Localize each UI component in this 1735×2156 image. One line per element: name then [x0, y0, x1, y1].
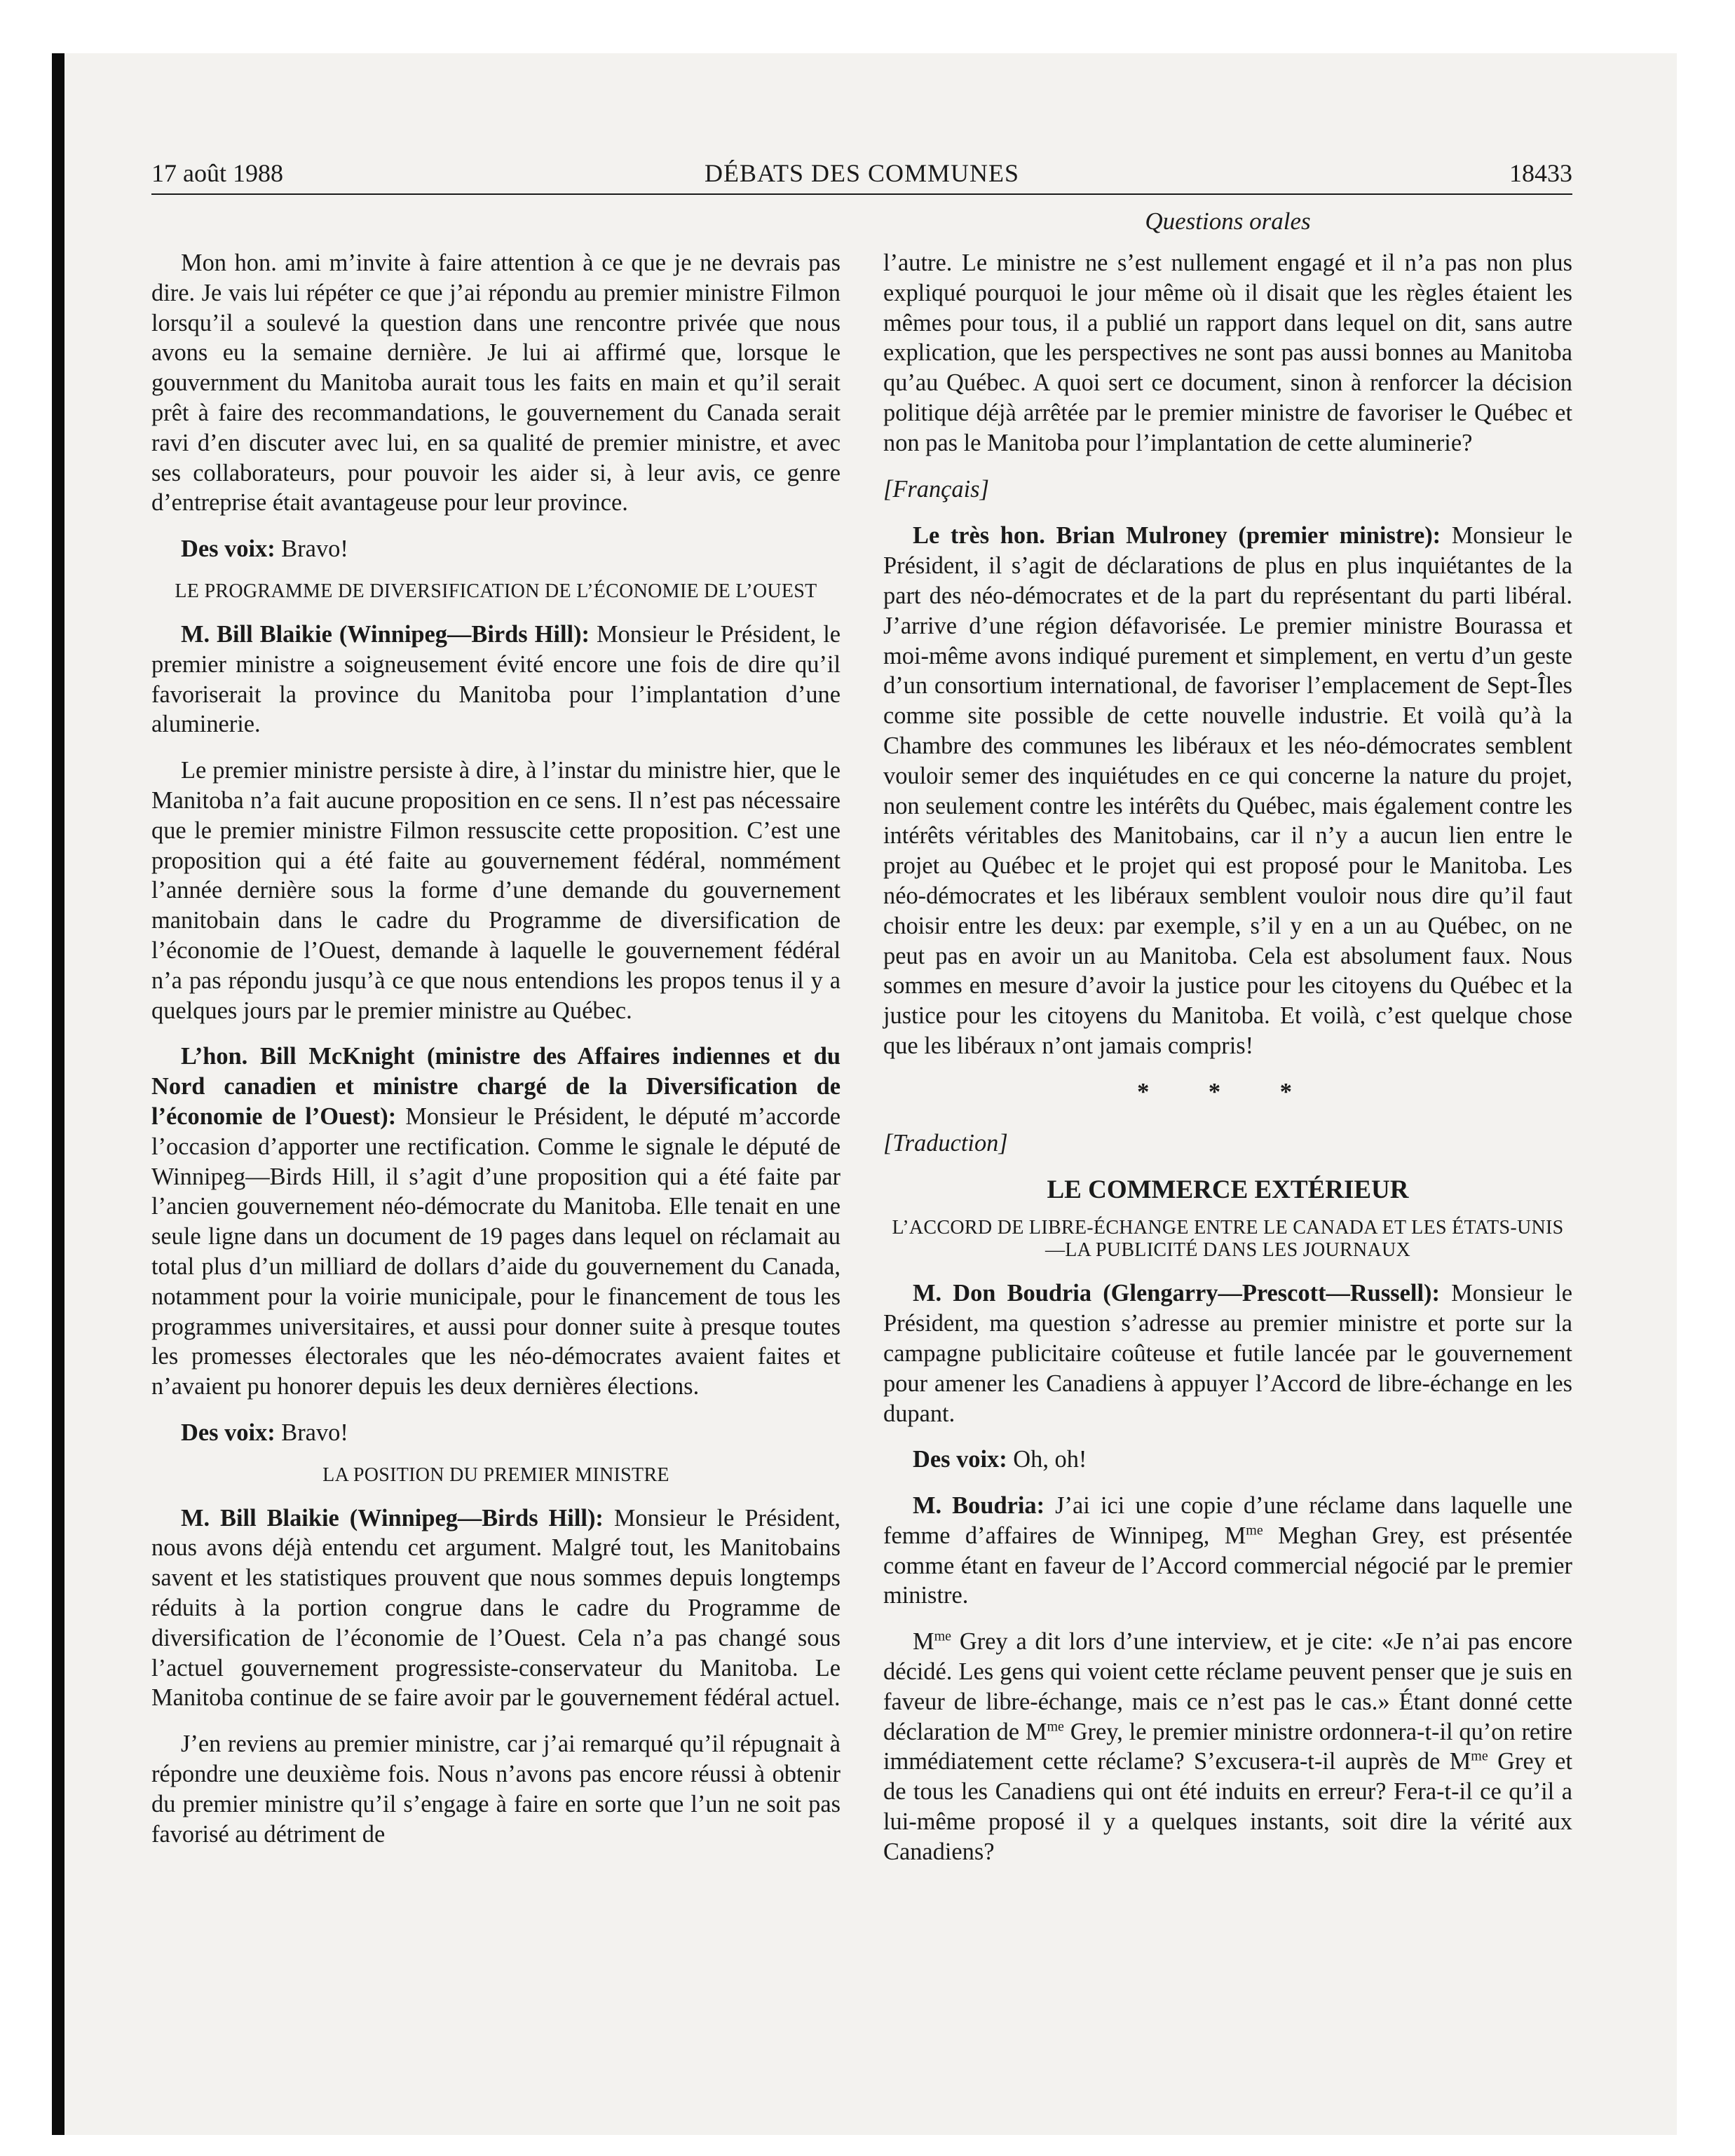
speech-text: Meghan Grey, est présentée comme étant en faveur de l’Accord commercial négocié par le premier ministre. — [883, 1522, 1572, 1609]
section-separator: * * * — [1137, 1078, 1319, 1105]
speaker-name: Le très hon. Brian Mulroney (premier ministre): — [913, 522, 1441, 550]
speaker-name: M. Bill Blaikie (Winnipeg—Birds Hill): — [181, 620, 590, 648]
paragraph — [883, 1627, 1572, 1867]
running-section-title: Questions orales — [1145, 207, 1311, 235]
speech — [883, 521, 1572, 1060]
speech-text: Bravo! — [275, 1419, 348, 1446]
speaker-name: L’hon. Bill McKnight (ministre des Affaires indiennes et du Nord canadien et ministre chargé de la Diversification de l’économie de l’Ouest): — [151, 1043, 841, 1130]
language-marker: [Français] — [883, 475, 989, 503]
speech-text: Grey a dit lors d’une interview, et je cite: «Je n’ai pas encore décidé. Les gens qui voient cette réclame peuvent penser que je suis en faveur de libre-échange, mais ce n’est pas le cas.» Étant donné cette déclaration de M — [883, 1628, 1572, 1745]
speech-text: Monsieur le Président, nous avons déjà entendu cet argument. Malgré tout, les Manitobains savent et les statistiques prouvent que nous sommes depuis longtemps réduits à la portion congrue dans le cadre du Programme de diversification de l’économie de l’Ouest. Cela n’a pas changé sous l’actuel gouvernement progressiste-conservateur du Manitoba. Le Manitoba continue de se faire avoir par le gouvernement fédéral actuel. — [151, 1504, 841, 1712]
speech-interjection — [151, 1418, 841, 1448]
speech-text: Monsieur le Président, le premier ministre a soigneusement évité encore une fois de dire qu’il favoriserait la province du Manitoba pour l’implantation d’une aluminerie. — [151, 620, 841, 738]
page-header — [151, 156, 1572, 195]
speech-text: Monsieur le Président, il s’agit de déclarations de plus en plus inquiétantes de la part des néo-démocrates et de la part du représentant du parti libéral. J’arrive d’une région défavorisée. Le premier ministre Bourassa et moi-même avons indiqué purement et simplement, en vertu d’un geste d’un consortium international, de favoriser l’emplacement de Sept-Îles comme site possible de cette nouvelle industrie. Et voilà qu’à la Chambre des communes les libéraux et les néo-démocrates semblent vouloir semer des inquiétudes en ce qui concerne la nature du projet, non seulement contre les intérêts du Québec, mais également contre les intérêts véritables des Manitobains, car il n’y a aucun lien entre le projet au Québec et le projet qui est proposé pour le Manitoba. Les néo-démocrates et les libéraux semblent vouloir nous dire qu’il faut choisir entre les deux: par exemple, s’il y en a un au Québec, on ne peut pas en avoir un au Manitoba. Cela est absolument faux. Nous sommes en mesure d’avoir la justice pour les citoyens du Québec et la justice pour les citoyens du Manitoba. Et voilà, c’est quelque chose que les libéraux n’ont jamais compris! — [883, 522, 1572, 1059]
speech — [883, 1278, 1572, 1428]
section-heading: LE COMMERCE EXTÉRIEUR — [1047, 1175, 1409, 1205]
speaker-name: Des voix: — [913, 1446, 1007, 1473]
speech — [151, 1042, 841, 1402]
superscript-abbrev: me — [934, 1628, 952, 1644]
speech — [151, 1503, 841, 1714]
superscript-abbrev: me — [1047, 1719, 1064, 1735]
speaker-name: M. Boudria: — [913, 1492, 1045, 1520]
scan-edge-bar — [52, 53, 64, 2135]
speech-text: Grey, le premier ministre ordonnera-t-il qu’on retire immédiatement cette réclame? S’excusera-t-il auprès de M — [883, 1718, 1572, 1775]
speech-interjection — [883, 1445, 1572, 1475]
speech — [883, 1491, 1572, 1611]
speech-text: M — [913, 1628, 934, 1656]
speech-text: Monsieur le Président, ma question s’adresse au premier ministre et porte sur la campagne publicitaire coûteuse et futile lancée par le gouvernement pour amener les Canadiens à appuyer l’Accord de libre-échange en les dupant. — [883, 1280, 1572, 1427]
paragraph: Mon hon. ami m’invite à faire attention à ce que je ne devrais pas dire. Je vais lui répéter ce que j’ai répondu au premier ministre Filmon lorsqu’il a soulevé la question dans une rencontre privée que nous avons eu la semaine dernière. Je lui ai affirmé que, lorsque le gouvernment du Manitoba aurait tous les faits en main et qu’il serait prêt à faire des recommandations, le gouvernement du Canada serait ravi d’en discuter avec lui, en sa qualité de premier ministre, et avec ses collaborateurs, pour pouvoir les aider si, à leur avis, ce genre d’entreprise était avantageuse pour leur province. — [151, 250, 841, 517]
speaker-name: M. Bill Blaikie (Winnipeg—Birds Hill): — [181, 1504, 604, 1531]
section-subheading: L’ACCORD DE LIBRE-ÉCHANGE ENTRE LE CANADA ET LES ÉTATS-UNIS—LA PUBLICITÉ DANS LES JOURNAUX — [892, 1217, 1564, 1262]
header-date: 17 août 1988 — [151, 159, 283, 187]
page-number: 18433 — [1509, 159, 1572, 187]
right-column — [883, 248, 1572, 1883]
speech — [151, 620, 841, 739]
superscript-abbrev: me — [1471, 1749, 1488, 1764]
superscript-abbrev: me — [1246, 1522, 1263, 1538]
paragraph: Le premier ministre persiste à dire, à l’instar du ministre hier, que le Manitoba n’a fait aucune proposition en ce sens. Il n’est pas nécessaire que le premier ministre Filmon ressuscite cette proposition. C’est une proposition qui a été faite au gouvernement fédéral, nommément l’année dernière sous la forme d’une demande du gouvernement manitobain dans le cadre du Programme de diversification de l’économie de l’Ouest, demande à laquelle le gouvernement fédéral n’a pas répondu jusqu’à ce que nous entendions les propos tenus il y a quelques jours par le premier ministre au Québec. — [151, 757, 841, 1024]
speech-text: Grey et de tous les Canadiens qui ont été induits en erreur? Fera-t-il ce qu’il a lui-même proposé il y a quelques instants, soit dire la vérité aux Canadiens? — [883, 1748, 1573, 1865]
speaker-name: M. Don Boudria (Glengarry—Prescott—Russell): — [913, 1280, 1440, 1307]
left-column — [151, 248, 841, 1865]
speech-text: J’ai ici une copie d’une réclame dans laquelle une femme d’affaires de Winnipeg, M — [883, 1492, 1572, 1549]
speech-text: Oh, oh! — [1007, 1446, 1087, 1473]
publication-title: DÉBATS DES COMMUNES — [704, 159, 1020, 187]
speech-text: Monsieur le Président, le député m’accorde l’occasion d’apporter une rectification. Comme le signale le député de Winnipeg—Birds Hill, il s’agit d’une proposition qui a été faite par l’ancien gouvernement néo-démocrate du Manitoba. Elle tenait en une seule ligne dans un document de 19 pages dans lequel on réclamait au total plus d’un milliard de dollars d’aide du gouvernement du Canada, notamment pour la voirie municipale, pour le financement de tous les programmes universitaires, et aussi pour donner suite à presque toutes les promesses électorales que les néo-démocrates avaient faites et n’avaient pu honorer depuis les deux dernières élections. — [151, 1103, 841, 1400]
speaker-name: Des voix: — [181, 1419, 275, 1446]
paragraph: J’en reviens au premier ministre, car j’ai remarqué qu’il répugnait à répondre une deuxième fois. Nous n’avons pas encore réussi à obtenir du premier ministre qu’il s’engage à faire en sorte que l’un ne soit pas favorisé au détriment de — [151, 1731, 841, 1848]
section-subheading: LE PROGRAMME DE DIVERSIFICATION DE L’ÉCONOMIE DE L’OUEST — [175, 580, 817, 602]
speaker-name: Des voix: — [181, 535, 275, 563]
speech-text: Bravo! — [275, 535, 348, 563]
section-subheading: LA POSITION DU PREMIER MINISTRE — [322, 1464, 669, 1486]
paragraph-continued: l’autre. Le ministre ne s’est nullement engagé et il n’a pas non plus expliqué pourquoi le jour même où il disait que les règles étaient les mêmes pour tous, il a publié un rapport dans lequel on dit, sans autre explication, que les perspectives ne sont pas aussi bonnes au Manitoba qu’au Québec. A quoi sert ce document, sinon à renforcer la décision politique déjà arrêtée par le premier ministre de favoriser le Québec et non pas le Manitoba pour l’implantation de cette aluminerie? — [883, 250, 1572, 456]
language-marker: [Traduction] — [883, 1129, 1008, 1157]
speech-interjection — [151, 534, 841, 564]
